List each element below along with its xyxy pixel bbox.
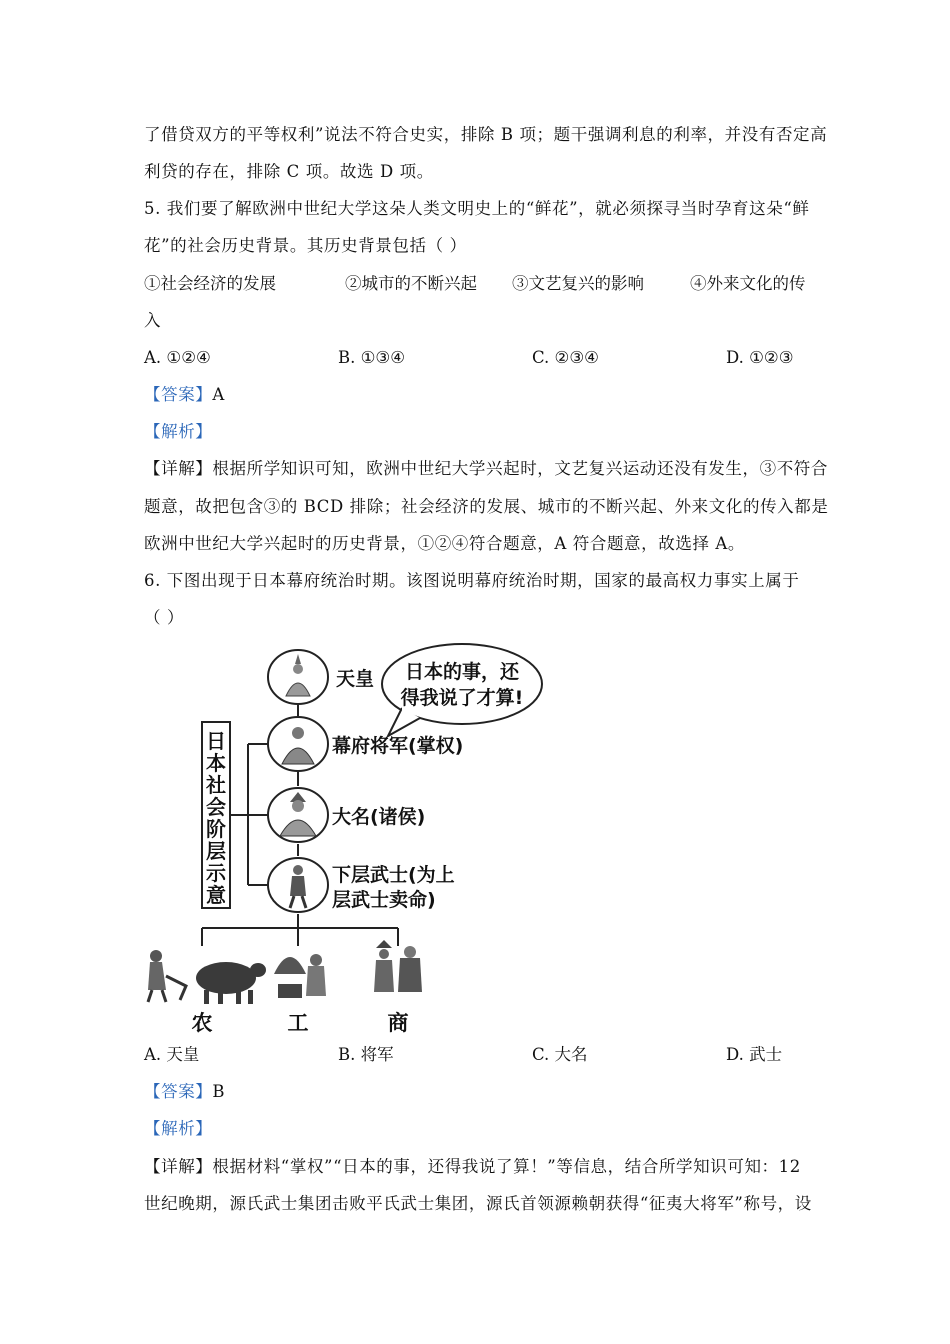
class-label-merchant: 商 [387,1010,409,1035]
q6-option-c: C. 大名 [532,1045,588,1064]
detail-tag: 【详解】 [144,459,213,478]
samurai-node [268,858,455,912]
samurai-label-line-2: 层武士卖命) [332,889,436,911]
class-label-farmer: 农 [191,1010,213,1035]
q5-detail-line-3: 欧洲中世纪大学兴起时的历史背景，①②④符合题意，A 符合题意，故选择 A。 [144,534,746,553]
answer-tag: 【答案】 [144,1082,213,1101]
q5-item-3: ③文艺复兴的影响 [512,274,644,293]
q4-tail-line-1: 了借贷双方的平等权利”说法不符合史实，排除 B 项；题干强调利息的利率，并没有否定高 [144,125,828,144]
vertical-title-char: 会 [206,795,226,819]
analysis-tag: 【解析】 [144,1119,213,1138]
answer-tag: 【答案】 [144,385,213,404]
vertical-title-char: 意 [206,883,226,907]
q5-option-c: C. ②③④ [532,348,599,367]
q6-option-b: B. 将军 [338,1045,394,1064]
detail-text: 根据所学知识可知，欧洲中世纪大学兴起时，文艺复兴运动还没有发生，③不符合 [212,459,829,478]
q6-option-d: D. 武士 [726,1045,783,1064]
vertical-title-char: 本 [206,751,226,775]
japan-social-hierarchy-diagram [140,640,560,1040]
class-label-artisan: 工 [287,1010,309,1035]
q6-stem-line-2: （ ） [144,608,185,627]
q5-stem-line-2: 花”的社会历史背景。其历史背景包括（ ） [144,236,467,255]
q5-detail-line-2: 题意，故把包含③的 BCD 排除；社会经济的发展、城市的不断兴起、外来文化的传入都是 [144,497,829,516]
shogun-node [268,717,463,771]
samurai-label-line-1: 下层武士(为上 [332,864,455,886]
q5-item-2: ②城市的不断兴起 [345,274,477,293]
answer-value: A [212,385,225,404]
q6-detail-line-1 [144,1156,801,1178]
speech-line-2: 得我说了才算! [400,687,524,709]
q6-detail-line-2: 世纪晚期，源氏武士集团击败平氏武士集团，源氏首领源赖朝获得“征夷大将军”称号，设 [144,1194,812,1213]
q5-option-a: A. ①②④ [144,348,211,367]
vertical-title [205,729,227,907]
q5-answer [144,384,225,406]
speech-bubble [382,644,542,736]
detail-text: 根据材料“掌权”“日本的事，还得我说了算！”等信息，结合所学知识可知：12 [212,1157,801,1176]
emperor-node [268,650,374,704]
q5-stem-line-1: 5. 我们要了解欧洲中世纪大学这朵人类文明史上的“鲜花”，就必须探寻当时孕育这朵“鲜 [144,199,810,218]
q4-tail-line-2: 利贷的存在，排除 C 项。故选 D 项。 [144,162,434,181]
q5-item-1: ①社会经济的发展 [144,274,276,293]
vertical-title-char: 社 [206,773,226,797]
q5-option-b: B. ①③④ [338,348,405,367]
q5-item-4: ④外来文化的传 [690,274,806,293]
q6-option-a: A. 天皇 [144,1045,200,1064]
daimyo-node [268,788,425,842]
q6-answer [144,1081,225,1103]
merchant-illustration-icon [374,940,422,992]
vertical-title-char: 层 [206,839,226,863]
analysis-tag: 【解析】 [144,422,213,441]
detail-tag: 【详解】 [144,1157,213,1176]
vertical-title-char: 日 [206,729,226,753]
answer-value: B [212,1082,226,1101]
vertical-title-char: 示 [206,861,226,885]
emperor-label: 天皇 [336,668,375,690]
craftsman-illustration-icon [274,954,326,998]
farmer-ox-illustration-icon [148,950,266,1004]
speech-line-1: 日本的事，还 [404,661,520,683]
q5-option-d: D. ①②③ [726,348,794,367]
vertical-title-char: 阶 [206,817,226,841]
shogun-label: 幕府将军(掌权) [332,735,464,757]
q6-stem-line-1: 6. 下图出现于日本幕府统治时期。该图说明幕府统治时期，国家的最高权力事实上属于 [144,571,800,590]
q6-analysis-heading [144,1118,212,1140]
q5-item-4-wrap: 入 [144,311,161,330]
q5-detail-line-1 [144,458,828,480]
q5-analysis-heading [144,421,212,443]
daimyo-label: 大名(诸侯) [332,806,426,828]
